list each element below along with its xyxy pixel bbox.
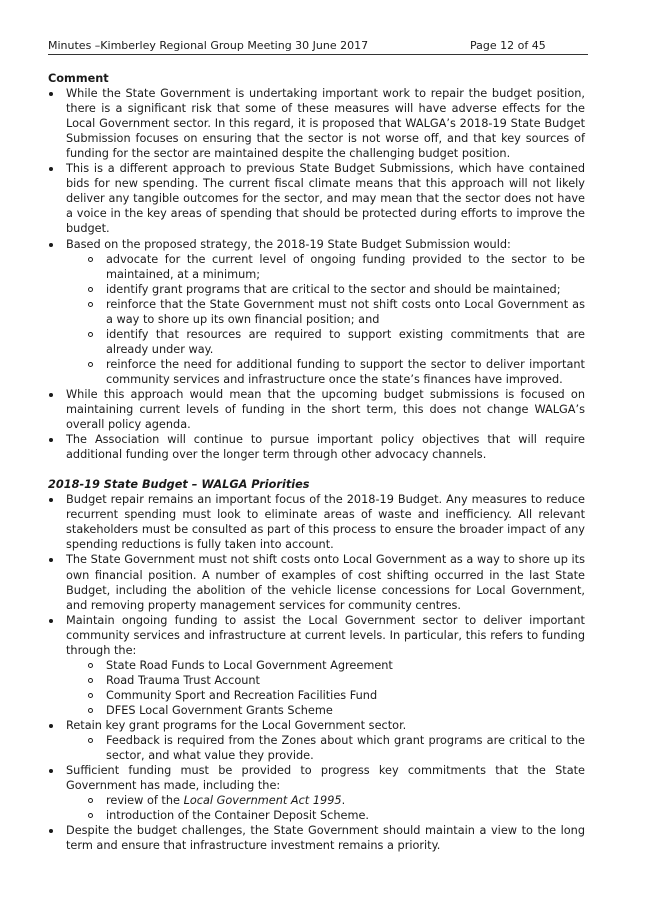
sub-list-item: Road Trauma Trust Account	[66, 673, 585, 688]
review-prefix: review of the	[106, 794, 184, 808]
sub-list-item: identify grant programs that are critical to the sector and should be maintained;	[66, 282, 585, 297]
strategy-sublist	[66, 252, 585, 387]
priorities-list	[48, 492, 585, 853]
sub-list-item: introduction of the Container Deposit Scheme.	[66, 808, 585, 823]
list-item-text: Based on the proposed strategy, the 2018-19 State Budget Submission would:	[66, 237, 511, 251]
comment-list	[48, 86, 585, 462]
sub-list-item: advocate for the current level of ongoing funding provided to the sector to be maintained, at a minimum;	[66, 252, 585, 282]
document-title: Minutes –Kimberley Regional Group Meeting 30 June 2017	[48, 39, 369, 52]
page-number: Page 12 of 45	[470, 39, 546, 52]
sub-list-item: DFES Local Government Grants Scheme	[66, 703, 585, 718]
list-item-text: Maintain ongoing funding to assist the Local Government sector to deliver important community services and infrastructure at current levels. In particular, this refers to funding through the:	[66, 613, 585, 657]
list-item-text: Retain key grant programs for the Local Government sector.	[66, 718, 407, 732]
list-item: Budget repair remains an important focus of the 2018-19 Budget. Any measures to reduce recurrent spending must look to eliminate areas of waste and inefficiency. All relevant stakeholders must be consulted as part of this process to ensure the broader impact of any spending reductions is fully taken into account.	[48, 492, 585, 552]
sub-list-item: Feedback is required from the Zones about which grant programs are critical to the sector, and what value they provide.	[66, 733, 585, 763]
list-item	[48, 763, 585, 823]
act-title: Local Government Act 1995	[183, 794, 342, 808]
priorities-heading: 2018-19 State Budget – WALGA Priorities	[48, 478, 310, 492]
sub-list-item: State Road Funds to Local Government Agreement	[66, 658, 585, 673]
list-item-text: Sufficient funding must be provided to progress key commitments that the State Government has made, including the:	[66, 764, 585, 793]
sub-list-item: reinforce the need for additional funding to support the sector to deliver important community services and infrastructure once the state’s finances have improved.	[66, 357, 585, 387]
commitment-sublist	[66, 793, 585, 823]
funding-sublist	[66, 658, 585, 718]
grant-sublist	[66, 733, 585, 763]
list-item: While this approach would mean that the upcoming budget submissions is focused on maintaining current levels of funding in the short term, this does not change WALGA’s overall policy agenda.	[48, 387, 585, 432]
page-header	[48, 38, 588, 53]
list-item	[48, 718, 585, 763]
list-item: This is a different approach to previous State Budget Submissions, which have contained bids for new spending. The current fiscal climate means that this approach will not likely deliver any tangible outcomes for the sector, and may mean that the sector does not have a voice in the key areas of spending that should be protected during efforts to improve the budget.	[48, 161, 585, 236]
header-divider	[48, 54, 588, 55]
sub-list-item: Community Sport and Recreation Facilities Fund	[66, 688, 585, 703]
page-body	[48, 71, 585, 853]
sub-list-item: reinforce that the State Government must not shift costs onto Local Government as a way to shore up its own financial position; and	[66, 297, 585, 327]
list-item: While the State Government is undertaking important work to repair the budget position, there is a significant risk that some of these measures will have adverse effects for the Local Government sector. In this regard, it is proposed that WALGA’s 2018-19 State Budget Submission focuses on ensuring that the sector is not worse off, and that key sources of funding for the sector are maintained despite the challenging budget position.	[48, 86, 585, 161]
list-item	[48, 237, 585, 387]
list-item	[48, 613, 585, 718]
sub-list-item: identify that resources are required to support existing commitments that are already under way.	[66, 327, 585, 357]
comment-heading: Comment	[48, 72, 109, 85]
list-item: The State Government must not shift costs onto Local Government as a way to shore up its own financial position. A number of examples of cost shifting occurred in the last State Budget, including the abolition of the vehicle license concessions for Local Government, and removing property management services for community centres.	[48, 552, 585, 612]
review-suffix: .	[341, 794, 346, 808]
list-item: The Association will continue to pursue important policy objectives that will require additional funding over the longer term through other advocacy channels.	[48, 432, 585, 462]
list-item: Despite the budget challenges, the State Government should maintain a view to the long term and ensure that infrastructure investment remains a priority.	[48, 823, 585, 853]
sub-list-item	[66, 793, 585, 808]
